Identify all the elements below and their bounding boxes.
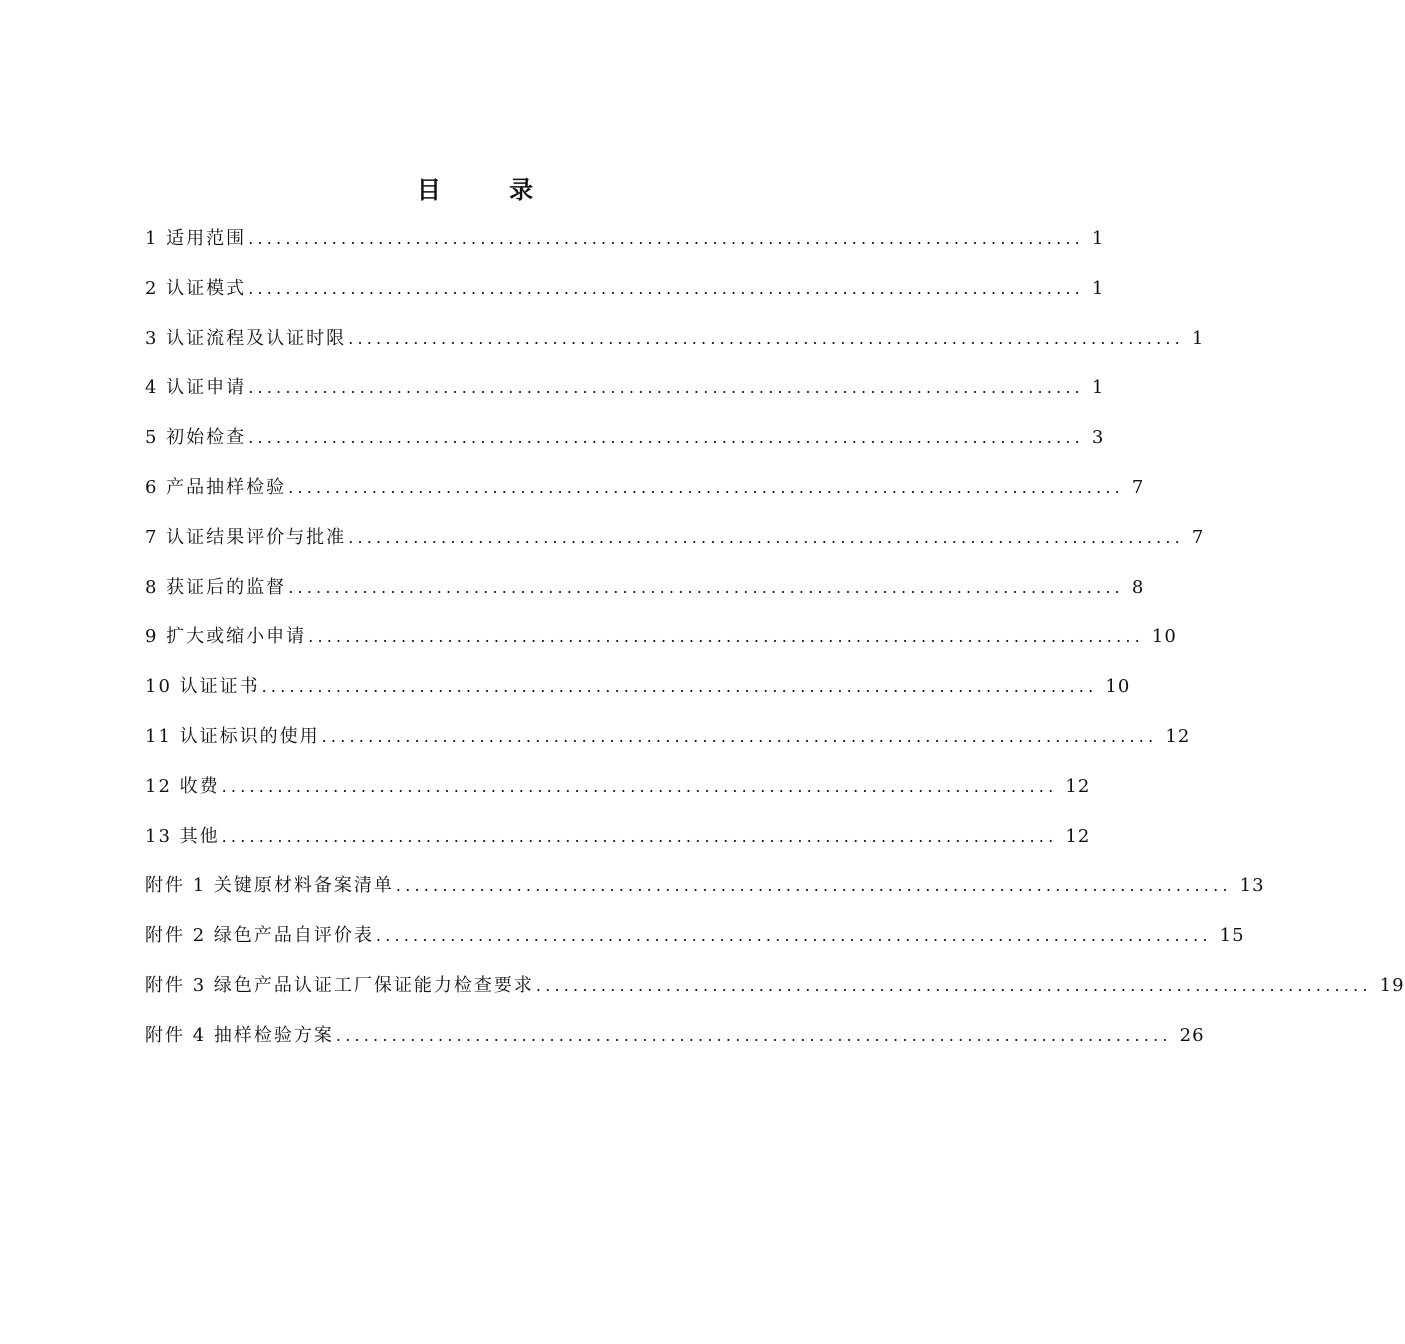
toc-entry[interactable] [145,521,1205,571]
toc-leader-dots: .......................................................................................... [261,677,1098,697]
toc-page-number: 10 [1151,626,1177,648]
toc-entry-label: 附件 3 绿色产品认证工厂保证能力检查要求 [145,974,534,996]
toc-entry[interactable] [145,571,1145,621]
toc-entry[interactable] [145,820,1091,870]
toc-leader-dots: .......................................................................................... [248,378,1084,398]
toc-entry[interactable] [145,371,1105,421]
toc-page-number: 8 [1131,576,1145,598]
toc-entry-label: 附件 4 抽样检验方案 [145,1024,334,1046]
toc-page-number: 10 [1105,676,1131,698]
toc-entry-label: 12 收费 [145,775,220,797]
toc-leader-dots: .......................................................................................... [348,328,1184,348]
toc-entry-label: 3 认证流程及认证时限 [145,327,347,349]
toc-page-number: 1 [1091,277,1105,299]
toc-page-number: 1 [1191,327,1205,349]
toc-entry[interactable] [145,1019,1205,1069]
toc-entry-label: 4 认证申请 [145,377,247,399]
toc-page-number: 7 [1131,476,1145,498]
toc-entry[interactable] [145,471,1145,521]
toc-entry-label: 11 认证标识的使用 [145,725,320,747]
table-of-contents [145,222,1405,1069]
toc-entry[interactable] [145,670,1131,720]
toc-page-number: 1 [1091,228,1105,249]
toc-page-number: 1 [1091,377,1105,399]
toc-leader-dots: .......................................................................................... [308,627,1144,647]
toc-entry-label: 附件 1 关键原材料备案清单 [145,875,394,897]
toc-entry[interactable] [145,272,1105,322]
toc-entry-label: 8 获证后的监督 [145,576,287,598]
toc-leader-dots: .......................................................................................... [535,975,1372,995]
toc-leader-dots: .......................................................................................... [248,229,1084,248]
toc-page-number: 15 [1219,925,1245,947]
toc-entry-label: 1 适用范围 [145,228,247,249]
toc-entry[interactable] [145,869,1265,919]
toc-entry-label: 9 扩大或缩小申请 [145,626,307,648]
toc-leader-dots: .......................................................................................... [395,876,1232,896]
toc-page-number: 12 [1165,725,1191,747]
toc-entry[interactable] [145,969,1405,1019]
toc-entry-label: 13 其他 [145,825,220,847]
toc-entry-label: 6 产品抽样检验 [145,476,287,498]
toc-entry-label: 7 认证结果评价与批准 [145,526,347,548]
toc-page-number: 19 [1379,974,1405,996]
toc-entry[interactable] [145,421,1105,471]
toc-page-number: 12 [1065,775,1091,797]
toc-page-number: 3 [1091,427,1105,449]
toc-leader-dots: .......................................................................................... [375,926,1212,946]
toc-leader-dots: .......................................................................................... [348,527,1184,547]
toc-entry-label: 2 认证模式 [145,277,247,299]
toc-page-number: 13 [1239,875,1265,897]
toc-leader-dots: .......................................................................................... [221,826,1058,846]
toc-page-number: 26 [1179,1024,1205,1046]
toc-entry[interactable] [145,720,1191,770]
toc-entry[interactable] [145,620,1177,670]
toc-entry[interactable] [145,919,1245,969]
toc-page-number: 12 [1065,825,1091,847]
toc-leader-dots: .......................................................................................... [288,577,1124,597]
page-title: 目 录 [416,175,564,204]
toc-entry[interactable] [145,770,1091,820]
toc-leader-dots: .......................................................................................... [288,477,1124,497]
toc-page-number: 7 [1191,526,1205,548]
toc-entry[interactable] [145,322,1205,372]
toc-leader-dots: .......................................................................................... [221,776,1058,796]
toc-leader-dots: .......................................................................................... [335,1025,1172,1045]
toc-entry-label: 10 认证证书 [145,676,260,698]
toc-leader-dots: .......................................................................................... [248,428,1084,448]
toc-leader-dots: .......................................................................................... [248,278,1084,298]
toc-leader-dots: .......................................................................................... [321,726,1158,746]
toc-entry-label: 5 初始检查 [145,427,247,449]
toc-entry[interactable] [145,222,1105,272]
toc-entry-label: 附件 2 绿色产品自评价表 [145,925,374,947]
